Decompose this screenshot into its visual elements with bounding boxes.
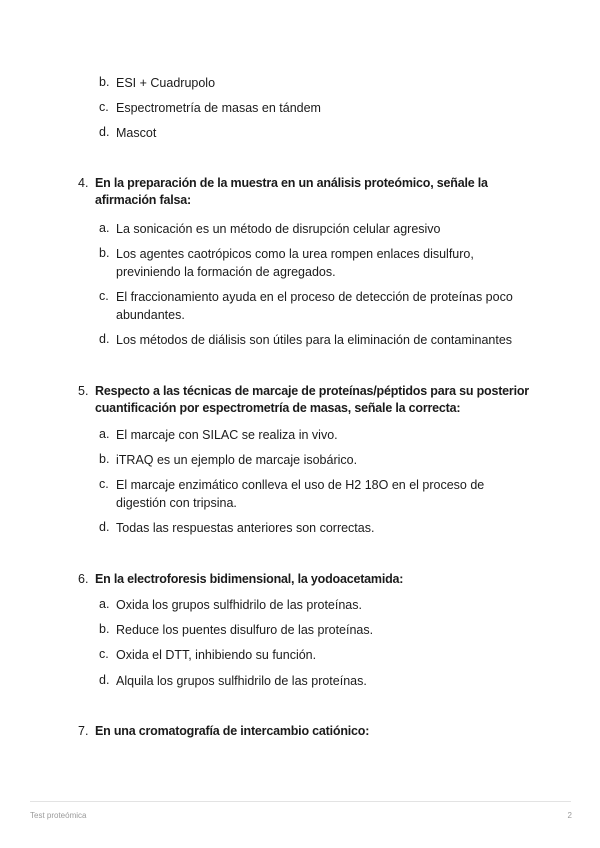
footer-divider [30, 801, 571, 802]
option-letter: d. [99, 125, 110, 139]
question-text: En la electroforesis bidimensional, la yodoacetamida: [95, 572, 404, 586]
question-text: En la preparación de la muestra en un análisis proteómico, señale la afirmación falsa: [95, 176, 488, 207]
option-letter: c. [99, 477, 109, 491]
option-text: El fraccionamiento ayuda en el proceso de detección de proteínas poco abundantes. [116, 290, 513, 322]
option-letter: c. [99, 647, 109, 661]
option-text: Oxida los grupos sulfhidrilo de las proteínas. [116, 598, 362, 612]
option-letter: a. [99, 427, 110, 441]
option-letter: b. [99, 246, 110, 260]
option-text: ESI + Cuadrupolo [116, 76, 216, 90]
option-text: iTRAQ es un ejemplo de marcaje isobárico. [116, 453, 358, 467]
option-letter: a. [99, 221, 110, 235]
option-text: La sonicación es un método de disrupción celular agresivo [116, 222, 441, 236]
option-letter: d. [99, 673, 110, 687]
option-letter: b. [99, 622, 110, 636]
question-number: 5. [78, 384, 89, 398]
option-letter: b. [99, 75, 110, 89]
option-text: Oxida el DTT, inhibiendo su función. [116, 648, 317, 662]
option-text: Los métodos de diálisis son útiles para la eliminación de contaminantes [116, 333, 513, 347]
footer-title: Test proteómica [30, 811, 87, 820]
option-text: Reduce los puentes disulfuro de las proteínas. [116, 623, 374, 637]
question-number: 7. [78, 724, 89, 738]
option-text: Alquila los grupos sulfhidrilo de las proteínas. [116, 674, 367, 688]
option-letter: c. [99, 289, 109, 303]
page-number: 2 [567, 811, 572, 820]
option-letter: b. [99, 452, 110, 466]
option-text: Los agentes caotrópicos como la urea rompen enlaces disulfuro, previniendo la formación de agregados. [116, 247, 474, 279]
question-number: 6. [78, 572, 89, 586]
question-text: Respecto a las técnicas de marcaje de proteínas/péptidos para su posterior cuantificación por espectrometría de masas, señale la correcta: [95, 384, 529, 415]
option-text: Mascot [116, 126, 157, 140]
question-number: 4. [78, 176, 89, 190]
option-letter: a. [99, 597, 110, 611]
option-letter: d. [99, 332, 110, 346]
option-text: El marcaje enzimático conlleva el uso de H2 18O en el proceso de digestión con tripsina. [116, 478, 485, 510]
option-text: Todas las respuestas anteriores son correctas. [116, 521, 375, 535]
question-text: En una cromatografía de intercambio catiónico: [95, 724, 370, 738]
option-letter: d. [99, 520, 110, 534]
option-text: El marcaje con SILAC se realiza in vivo. [116, 428, 338, 442]
option-text: Espectrometría de masas en tándem [116, 101, 321, 115]
option-letter: c. [99, 100, 109, 114]
